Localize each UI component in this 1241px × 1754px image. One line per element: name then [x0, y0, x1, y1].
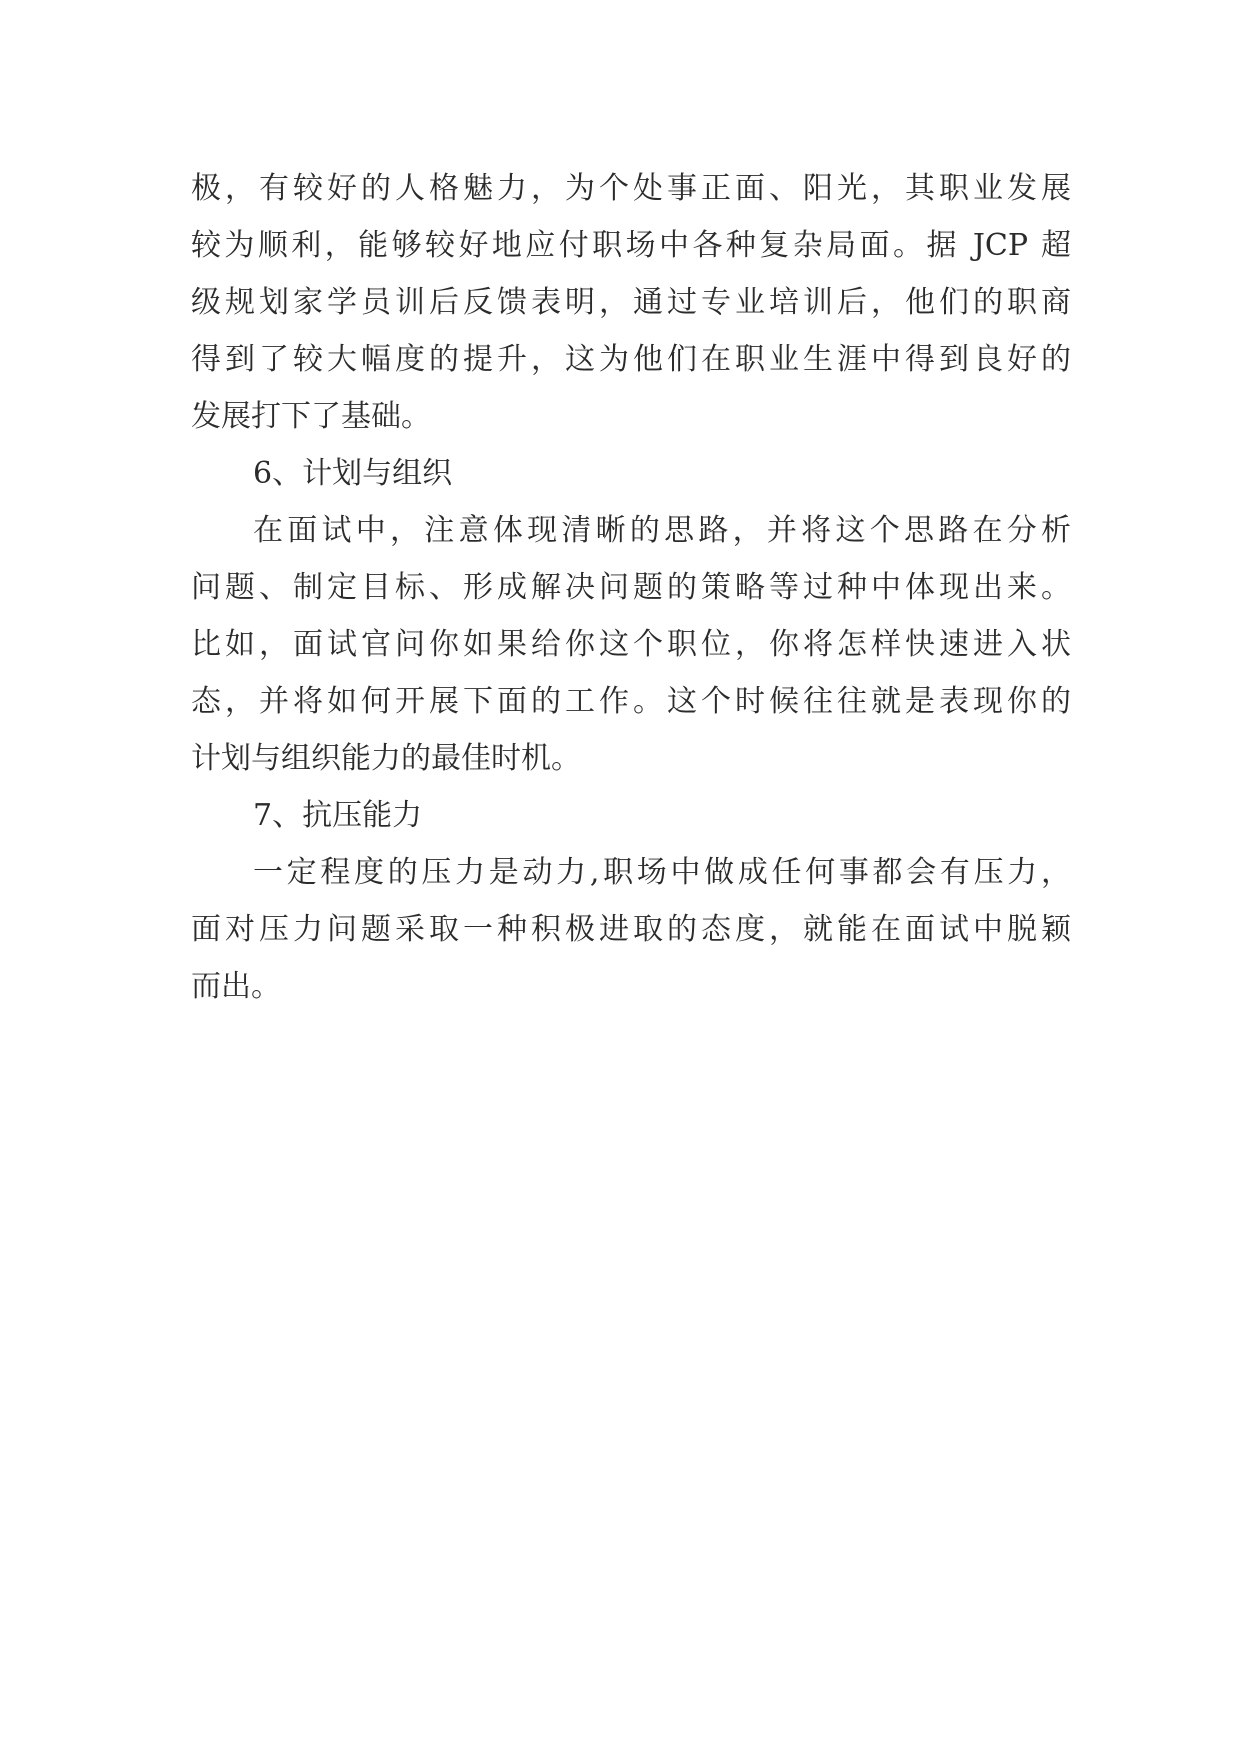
paragraph-line: 级规划家学员训后反馈表明，通过专业培训后，他们的职商 [191, 285, 1071, 320]
paragraph-planning [191, 502, 1071, 787]
paragraph-line: 问题、制定目标、形成解决问题的策略等过种中体现出来。 [191, 570, 1071, 605]
paragraph-line: 较为顺利，能够较好地应付职场中各种复杂局面。据 JCP 超 [191, 228, 1071, 263]
paragraph-personality [191, 160, 1071, 445]
paragraph-line: 发展打下了基础。 [191, 399, 431, 434]
paragraph-line: 态，并将如何开展下面的工作。这个时候往往就是表现你的 [191, 684, 1071, 719]
paragraph-line: 得到了较大幅度的提升，这为他们在职业生涯中得到良好的 [191, 342, 1071, 377]
section-heading-planning: 6、计划与组织 [253, 456, 453, 491]
paragraph-line: 而出。 [191, 969, 281, 1004]
paragraph-line: 面对压力问题采取一种积极进取的态度，就能在面试中脱颖 [191, 912, 1071, 947]
paragraph-stress [191, 844, 1071, 1015]
paragraph-line: 极，有较好的人格魅力，为个处事正面、阳光，其职业发展 [191, 171, 1071, 206]
paragraph-line: 一定程度的压力是动力,职场中做成任何事都会有压力， [253, 855, 1071, 890]
paragraph-line: 计划与组织能力的最佳时机。 [191, 741, 581, 776]
document-body [191, 160, 1071, 1015]
paragraph-line: 比如，面试官问你如果给你这个职位，你将怎样快速进入状 [191, 627, 1071, 662]
section-heading-stress: 7、抗压能力 [253, 798, 423, 833]
paragraph-line: 在面试中，注意体现清晰的思路，并将这个思路在分析 [253, 513, 1071, 548]
